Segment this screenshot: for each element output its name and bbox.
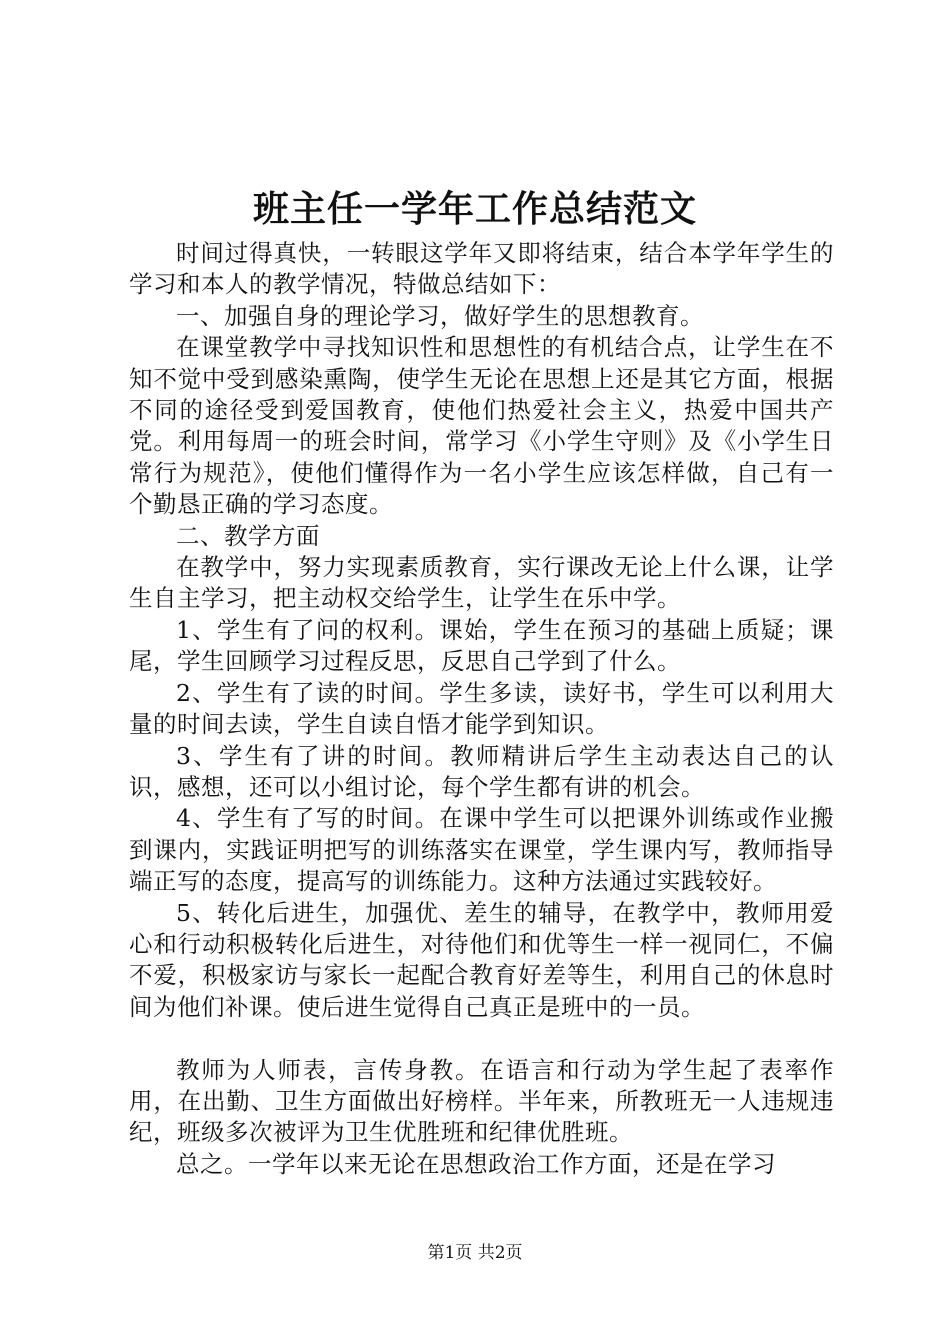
- heading-teaching: 二、教学方面: [176, 521, 320, 550]
- paragraph-point-2: 2、学生有了读的时间。学生多读，读好书，学生可以利用大量的时间去读，学生自读自悟才能学到知识。: [129, 678, 834, 739]
- paragraph-quality-education: 在教学中，努力实现素质教育，实行课改无论上什么课，让学生自主学习，把主动权交给学生，让学生在乐中学。: [129, 553, 834, 613]
- blank-line: [129, 1023, 834, 1054]
- document-body: [129, 238, 834, 1180]
- paragraph-point-1: 1、学生有了问的权利。课始，学生在预习的基础上质疑；课尾，学生回顾学习过程反思，反思自己学到了什么。: [129, 615, 834, 676]
- paragraph-point-5: 5、转化后进生，加强优、差生的辅导，在教学中，教师用爱心和行动积极转化后进生，对待他们和优等生一样一视同仁，不偏不爱，积极家访与家长一起配合教育好差等生，利用自己的休息时间为他们补课。使后进生觉得自己真正是班中的一员。: [129, 898, 834, 1021]
- paragraph-summary: 总之。一学年以来无论在思想政治工作方面，还是在学习: [176, 1149, 776, 1178]
- paragraph-classroom-education: 在课堂教学中寻找知识性和思想性的有机结合点，让学生在不知不觉中受到感染熏陶，使学生无论在思想上还是其它方面，根据不同的途径受到爱国教育，使他们热爱社会主义，热爱中国共产党。利用每周一的班会时间，常学习《小学生守则》及《小学生日常行为规范》，使他们懂得作为一名小学生应该怎样做，自己有一个勤恳正确的学习态度。: [129, 333, 834, 519]
- paragraph-intro: 时间过得真快，一转眼这学年又即将结束，结合本学年学生的学习和本人的教学情况，特做总结如下：: [129, 239, 834, 299]
- page-footer: 第1页 共2页: [427, 1243, 523, 1263]
- paragraph-role-model: 教师为人师表，言传身教。在语言和行动为学生起了表率作用，在出勤、卫生方面做出好榜样。半年来，所教班无一人违规违纪，班级多次被评为卫生优胜班和纪律优胜班。: [129, 1055, 834, 1147]
- paragraph-point-4: 4、学生有了写的时间。在课中学生可以把课外训练或作业搬到课内，实践证明把写的训练落实在课堂，学生课内写，教师指导端正写的态度，提高写的训练能力。这种方法通过实践较好。: [129, 804, 834, 896]
- heading-theory-study: 一、加强自身的理论学习，做好学生的思想教育。: [176, 301, 704, 330]
- paragraph-point-3: 3、学生有了讲的时间。教师精讲后学生主动表达自己的认识，感想，还可以小组讨论，每个学生都有讲的机会。: [129, 741, 834, 801]
- document-title: 班主任一学年工作总结范文: [252, 188, 697, 230]
